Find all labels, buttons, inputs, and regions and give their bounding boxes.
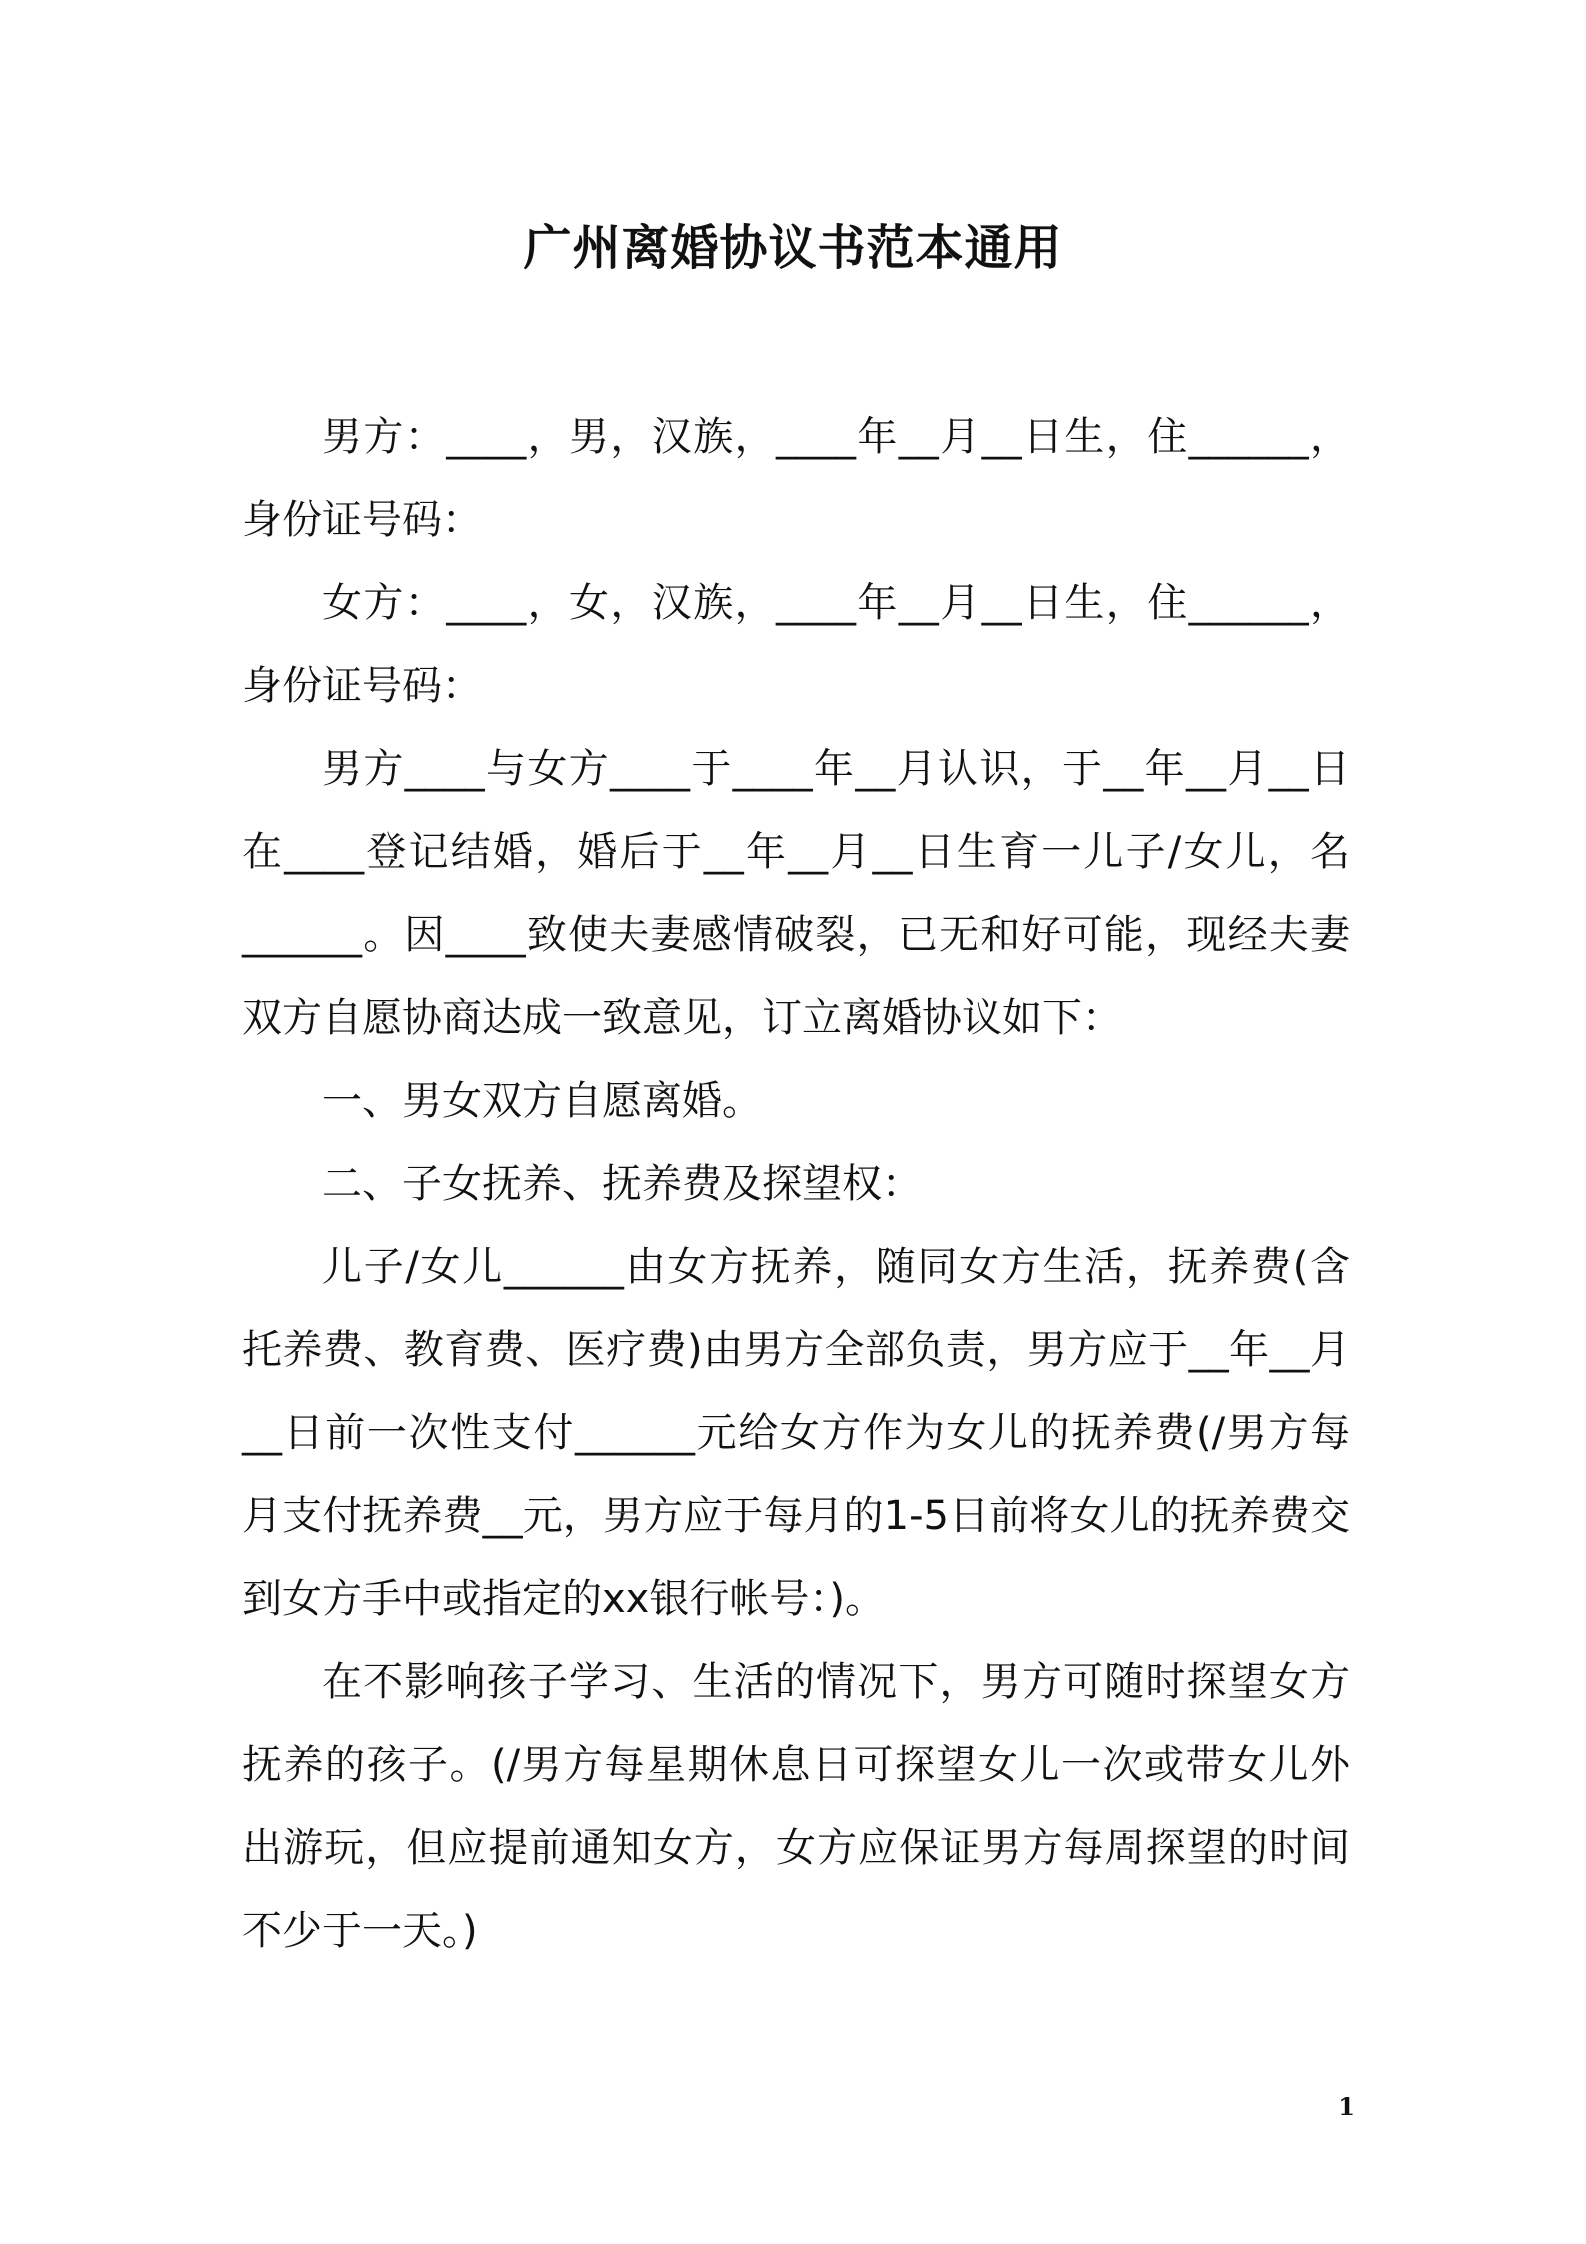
paragraph-visitation: 在不影响孩子学习、生活的情况下，男方可随时探望女方抚养的孩子。(/男方每星期休息日可探望女儿一次或带女儿外出游玩，但应提前通知女方，女方应保证男方每周探望的时间不少于一天。): [242, 1659, 1350, 1954]
paragraph-male-party: 男方：____，男，汉族，____年__月__日生，住______，身份证号码：: [242, 414, 1350, 543]
paragraph-clause-one: 一、男女双方自愿离婚。: [322, 1078, 762, 1124]
document-body: [242, 396, 1350, 1973]
paragraph-clause-two-heading: 二、子女抚养、抚养费及探望权：: [322, 1161, 922, 1207]
document-title: 广州离婚协议书范本通用: [523, 220, 1063, 276]
paragraph-child-support: 儿子/女儿______由女方抚养，随同女方生活，抚养费(含托养费、教育费、医疗费)由男方全部负责，男方应于__年__月__日前一次性支付______元给女方作为女儿的抚养费(/男方每月支付抚养费__元，男方应于每月的1-5日前将女儿的抚养费交到女方手中或指定的xx银行帐号：)。: [242, 1244, 1350, 1622]
paragraph-female-party: 女方：____，女，汉族，____年__月__日生，住______，身份证号码：: [242, 580, 1350, 709]
page-number: 1: [1338, 2092, 1355, 2121]
paragraph-marriage-background: 男方____与女方____于____年__月认识，于__年__月__日在____登记结婚，婚后于__年__月__日生育一儿子/女儿，名______。因____致使夫妻感情破裂，已无和好可能，现经夫妻双方自愿协商达成一致意见，订立离婚协议如下：: [242, 746, 1350, 1041]
